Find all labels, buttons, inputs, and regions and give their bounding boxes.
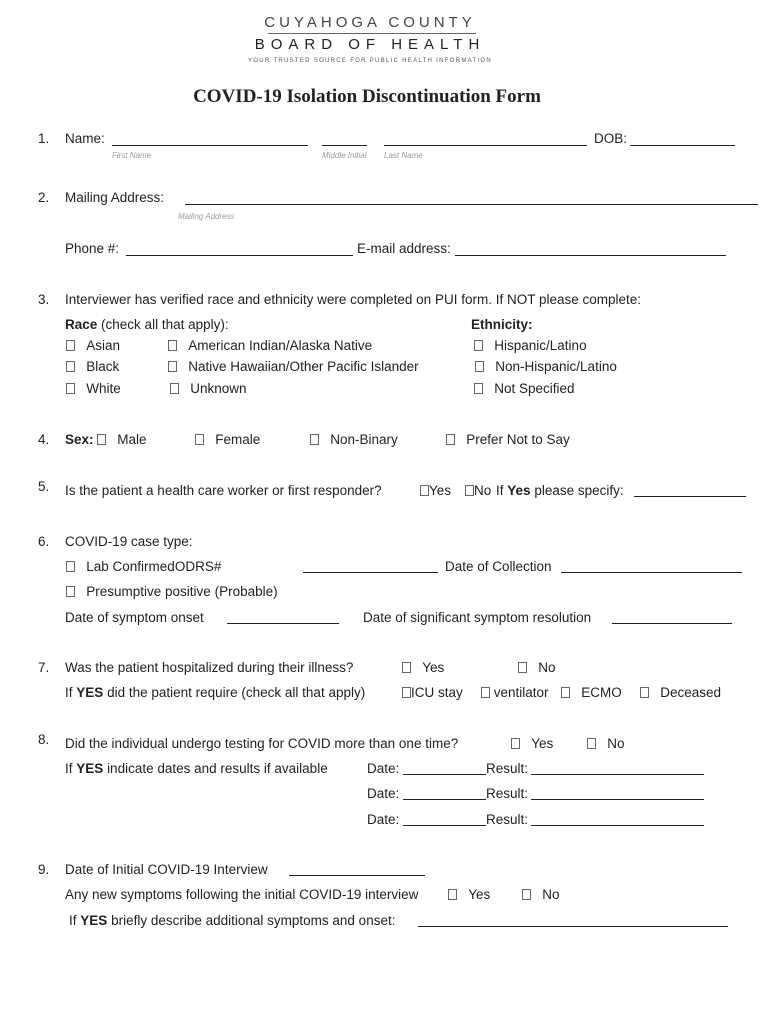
checkbox[interactable]	[474, 340, 483, 351]
hospital-require-text	[65, 685, 365, 700]
ethnicity-option-hispanic[interactable]	[474, 338, 587, 353]
q9-number: 9.	[38, 862, 50, 877]
checkbox[interactable]	[561, 687, 570, 698]
option-label: Black	[86, 359, 120, 374]
multiple-testing-yes-option[interactable]	[511, 736, 553, 751]
last-name-hint: Last Name	[384, 151, 423, 160]
test-result-label-2: Result:	[486, 786, 529, 801]
test-result-field-1[interactable]	[531, 774, 704, 775]
race-option-black[interactable]	[66, 359, 119, 374]
checkbox[interactable]	[465, 485, 474, 496]
race-option-native-hawaiian[interactable]	[168, 359, 419, 374]
if-text: If	[496, 483, 504, 498]
option-label: Lab Confirmed	[86, 559, 175, 574]
mailing-address-hint: Mailing Address	[178, 212, 235, 221]
indicate-text: indicate dates and results if available	[107, 761, 328, 776]
new-symptoms-question: Any new symptoms following the initial COVID-19 interview	[65, 887, 419, 902]
race-option-unknown[interactable]	[170, 381, 247, 396]
checkbox[interactable]	[475, 361, 484, 372]
dob-label: DOB:	[594, 131, 628, 146]
symptom-resolution-label: Date of significant symptom resolution	[363, 610, 592, 625]
testing-indicate-text	[65, 761, 328, 776]
checkbox[interactable]	[522, 889, 531, 900]
middle-initial-field[interactable]	[322, 145, 367, 146]
q6-number: 6.	[38, 534, 50, 549]
q8-number: 8.	[38, 732, 50, 747]
q3-number: 3.	[38, 292, 50, 307]
new-symptoms-no-option[interactable]	[522, 887, 560, 902]
mailing-address-label: Mailing Address:	[65, 190, 165, 205]
email-label: E-mail address:	[357, 241, 451, 256]
hospitalized-no-option[interactable]	[518, 660, 556, 675]
test-result-label-3: Result:	[486, 812, 529, 827]
describe-symptoms-field[interactable]	[418, 926, 728, 927]
q5-number: 5.	[38, 479, 50, 494]
checkbox[interactable]	[195, 434, 204, 445]
test-result-field-2[interactable]	[531, 799, 704, 800]
race-option-white[interactable]	[66, 381, 121, 396]
test-result-field-3[interactable]	[531, 825, 704, 826]
checkbox[interactable]	[446, 434, 455, 445]
ethnicity-label: Ethnicity:	[471, 317, 533, 332]
option-label: Asian	[86, 338, 121, 353]
checkbox[interactable]	[66, 383, 75, 394]
option-label: No	[542, 887, 560, 902]
checkbox[interactable]	[168, 340, 177, 351]
yes-bold: YES	[76, 761, 104, 776]
q2-number: 2.	[38, 190, 50, 205]
option-label: American Indian/Alaska Native	[188, 338, 373, 353]
sex-option-male[interactable]	[97, 432, 147, 447]
if-text: If	[65, 761, 73, 776]
yes-bold: YES	[76, 685, 104, 700]
option-label: No	[607, 736, 625, 751]
option-label: Presumptive positive (Probable)	[86, 584, 278, 599]
org-name-line1: CUYAHOGA COUNTY	[264, 14, 476, 31]
race-option-asian[interactable]	[66, 338, 120, 353]
option-label: Male	[117, 432, 147, 447]
initial-interview-date-field[interactable]	[289, 875, 425, 876]
name-label: Name:	[65, 131, 105, 146]
option-label: Female	[215, 432, 261, 447]
race-label: Race	[65, 317, 98, 332]
healthcare-yes-option[interactable]	[420, 483, 451, 498]
ethnicity-option-not-specified[interactable]	[474, 381, 575, 396]
multiple-testing-no-option[interactable]	[587, 736, 625, 751]
checkbox[interactable]	[448, 889, 457, 900]
checkbox[interactable]	[310, 434, 319, 445]
checkbox[interactable]	[474, 383, 483, 394]
checkbox[interactable]	[402, 662, 411, 673]
first-name-hint: First Name	[112, 151, 152, 160]
symptom-onset-field[interactable]	[227, 623, 339, 624]
middle-initial-hint: Middle Initial	[322, 151, 367, 160]
option-label: No	[538, 660, 556, 675]
option-label: No	[474, 483, 492, 498]
test-date-label-2: Date:	[367, 786, 400, 801]
healthcare-if-yes-text	[496, 483, 624, 498]
sex-option-non-binary[interactable]	[310, 432, 398, 447]
option-label: Yes	[531, 736, 554, 751]
symptom-onset-label: Date of symptom onset	[65, 610, 204, 625]
case-presumptive-option[interactable]	[66, 584, 278, 599]
option-label: ECMO	[581, 685, 622, 700]
option-label: Yes	[429, 483, 452, 498]
sex-option-female[interactable]	[195, 432, 260, 447]
dob-field[interactable]	[630, 145, 735, 146]
specify-text: please specify:	[534, 483, 624, 498]
checkbox[interactable]	[66, 586, 75, 597]
email-field[interactable]	[455, 255, 726, 256]
date-of-collection-field[interactable]	[561, 572, 742, 573]
option-label: Non-Hispanic/Latino	[495, 359, 617, 374]
race-option-american-indian[interactable]	[168, 338, 372, 353]
test-result-label-1: Result:	[486, 761, 529, 776]
odrs-label: ODRS#	[174, 559, 222, 574]
race-hint: (check all that apply):	[101, 317, 229, 332]
mailing-address-field[interactable]	[185, 204, 758, 205]
option-label: ventilator	[493, 685, 549, 700]
phone-field[interactable]	[126, 255, 353, 256]
deceased-option[interactable]	[640, 685, 721, 700]
odrs-field[interactable]	[303, 572, 438, 573]
sex-option-prefer-not[interactable]	[446, 432, 570, 447]
if-text: If	[69, 913, 77, 928]
option-label: Hispanic/Latino	[494, 338, 587, 353]
case-type-label: COVID-19 case type:	[65, 534, 193, 549]
option-label: Deceased	[660, 685, 722, 700]
hospitalized-question: Was the patient hospitalized during their illness?	[65, 660, 354, 675]
initial-interview-date-label: Date of Initial COVID-19 Interview	[65, 862, 268, 877]
checkbox[interactable]	[518, 662, 527, 673]
yes-bold: YES	[80, 913, 108, 928]
checkbox[interactable]	[168, 361, 177, 372]
q7-number: 7.	[38, 660, 50, 675]
checkbox[interactable]	[420, 485, 429, 496]
q1-number: 1.	[38, 131, 50, 146]
describe-symptoms-text	[69, 913, 395, 928]
new-symptoms-yes-option[interactable]	[448, 887, 490, 902]
checkbox[interactable]	[640, 687, 649, 698]
hospitalized-yes-option[interactable]	[402, 660, 444, 675]
option-label: Non-Binary	[330, 432, 398, 447]
option-label: Prefer Not to Say	[466, 432, 570, 447]
checkbox[interactable]	[170, 383, 179, 394]
checkbox[interactable]	[66, 340, 75, 351]
ecmo-option[interactable]	[561, 685, 622, 700]
option-label: Not Specified	[494, 381, 575, 396]
race-verification-text: Interviewer has verified race and ethnicity were completed on PUI form. If NOT please complete:	[65, 292, 642, 307]
test-date-label-3: Date:	[367, 812, 400, 827]
option-label: Unknown	[190, 381, 247, 396]
case-lab-confirmed-option[interactable]	[66, 559, 221, 574]
phone-label: Phone #:	[65, 241, 120, 256]
if-text: If	[65, 685, 73, 700]
sex-label: Sex:	[65, 432, 94, 447]
org-tagline: YOUR TRUSTED SOURCE FOR PUBLIC HEALTH INFORMATION	[247, 58, 493, 64]
multiple-testing-question: Did the individual undergo testing for COVID more than one time?	[65, 736, 459, 751]
test-date-field-3[interactable]	[403, 825, 486, 826]
option-label: White	[86, 381, 121, 396]
last-name-field[interactable]	[384, 145, 587, 146]
header-divider	[268, 33, 476, 34]
ethnicity-option-non-hispanic[interactable]	[475, 359, 617, 374]
q4-number: 4.	[38, 432, 50, 447]
org-name-line2: BOARD OF HEALTH	[254, 36, 486, 53]
test-date-field-2[interactable]	[403, 799, 486, 800]
test-date-label-1: Date:	[367, 761, 400, 776]
checkbox[interactable]	[97, 434, 106, 445]
form-title: COVID-19 Isolation Discontinuation Form	[193, 86, 541, 107]
healthcare-specify-field[interactable]	[634, 496, 746, 497]
checkbox[interactable]	[402, 687, 411, 698]
healthcare-worker-question: Is the patient a health care worker or first responder?	[65, 483, 382, 498]
option-label: Native Hawaiian/Other Pacific Islander	[188, 359, 419, 374]
option-label: ICU stay	[411, 685, 463, 700]
race-heading	[65, 317, 229, 332]
require-text: did the patient require (check all that apply)	[107, 685, 366, 700]
yes-bold: Yes	[507, 483, 531, 498]
test-date-field-1[interactable]	[403, 774, 486, 775]
checkbox[interactable]	[587, 738, 596, 749]
checkbox[interactable]	[66, 561, 75, 572]
checkbox[interactable]	[481, 687, 490, 698]
describe-text: briefly describe additional symptoms and onset:	[111, 913, 396, 928]
date-of-collection-label: Date of Collection	[445, 559, 552, 574]
ventilator-option[interactable]	[481, 685, 549, 700]
first-name-field[interactable]	[112, 145, 308, 146]
healthcare-no-option[interactable]	[465, 483, 491, 498]
symptom-resolution-field[interactable]	[612, 623, 732, 624]
icu-stay-option[interactable]	[402, 685, 463, 700]
option-label: Yes	[468, 887, 491, 902]
option-label: Yes	[422, 660, 445, 675]
checkbox[interactable]	[66, 361, 75, 372]
checkbox[interactable]	[511, 738, 520, 749]
